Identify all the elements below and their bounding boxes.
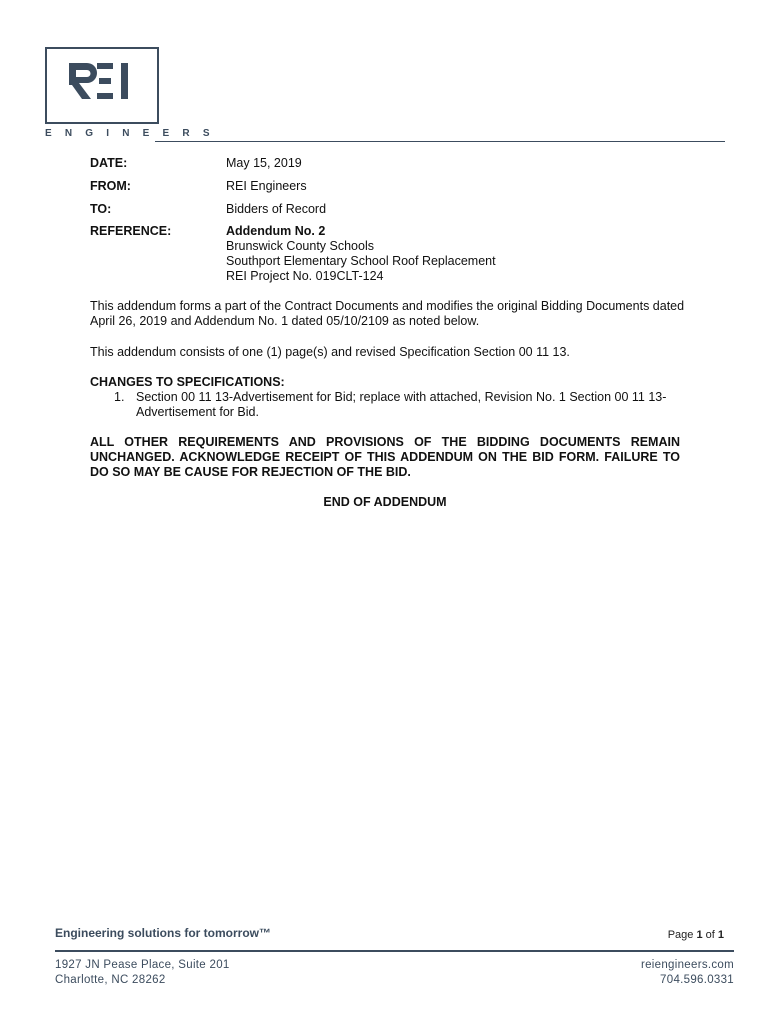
from-value: REI Engineers	[226, 179, 307, 193]
phone-number: 704.596.0331	[660, 974, 734, 986]
change-item	[136, 390, 686, 420]
intro-paragraph	[90, 299, 690, 329]
change-item-line-2: Advertisement for Bid.	[136, 405, 259, 419]
notice-line-2: UNCHANGED. ACKNOWLEDGE RECEIPT OF THIS ADDENDUM ON THE BID FORM. FAILURE TO	[90, 450, 680, 464]
page-prefix: Page	[667, 929, 697, 941]
change-item-number: 1.	[114, 390, 125, 404]
to-value: Bidders of Record	[226, 202, 327, 216]
from-label: FROM:	[90, 179, 131, 193]
footer-divider	[55, 950, 734, 952]
header-divider	[155, 141, 725, 142]
address-line-1: 1927 JN Pease Place, Suite 201	[55, 959, 230, 971]
notice-line-3: DO SO MAY BE CAUSE FOR REJECTION OF THE BID.	[90, 465, 411, 479]
reference-label: REFERENCE:	[90, 224, 172, 238]
reference-addendum: Addendum No. 2	[226, 224, 326, 238]
company-logo	[45, 47, 159, 124]
page-of: of	[702, 929, 718, 941]
page-total: 1	[717, 929, 724, 941]
reference-project-number: REI Project No. 019CLT-124	[226, 269, 384, 283]
website-link[interactable]: reiengineers.com	[640, 959, 734, 971]
reference-client: Brunswick County Schools	[226, 239, 374, 253]
rei-logo-mark	[69, 63, 137, 111]
page-current: 1	[696, 929, 703, 941]
intro-line-2: April 26, 2019 and Addendum No. 1 dated 05/10/2109 as noted below.	[90, 314, 480, 328]
footer-tagline: Engineering solutions for tomorrow™	[55, 926, 271, 940]
notice-paragraph	[90, 435, 680, 480]
date-label: DATE:	[90, 156, 128, 170]
to-label: TO:	[90, 202, 112, 216]
date-value: May 15, 2019	[226, 156, 302, 170]
logo-subtitle: ENGINEERS	[45, 128, 223, 139]
reference-project-name: Southport Elementary School Roof Replacement	[226, 254, 496, 268]
address-line-2: Charlotte, NC 28262	[55, 974, 166, 986]
changes-heading: CHANGES TO SPECIFICATIONS:	[90, 375, 285, 389]
intro-line-1: This addendum forms a part of the Contract Documents and modifies the original Bidding Documents dated	[90, 299, 685, 313]
page-number	[668, 929, 724, 941]
notice-line-1: ALL OTHER REQUIREMENTS AND PROVISIONS OF THE BIDDING DOCUMENTS REMAIN	[90, 435, 680, 449]
end-of-addendum: END OF ADDENDUM	[323, 495, 447, 509]
scope-paragraph: This addendum consists of one (1) page(s) and revised Specification Section 00 11 13.	[90, 345, 570, 359]
change-item-line-1: Section 00 11 13-Advertisement for Bid; replace with attached, Revision No. 1 Section 00 11 13-	[136, 390, 667, 404]
